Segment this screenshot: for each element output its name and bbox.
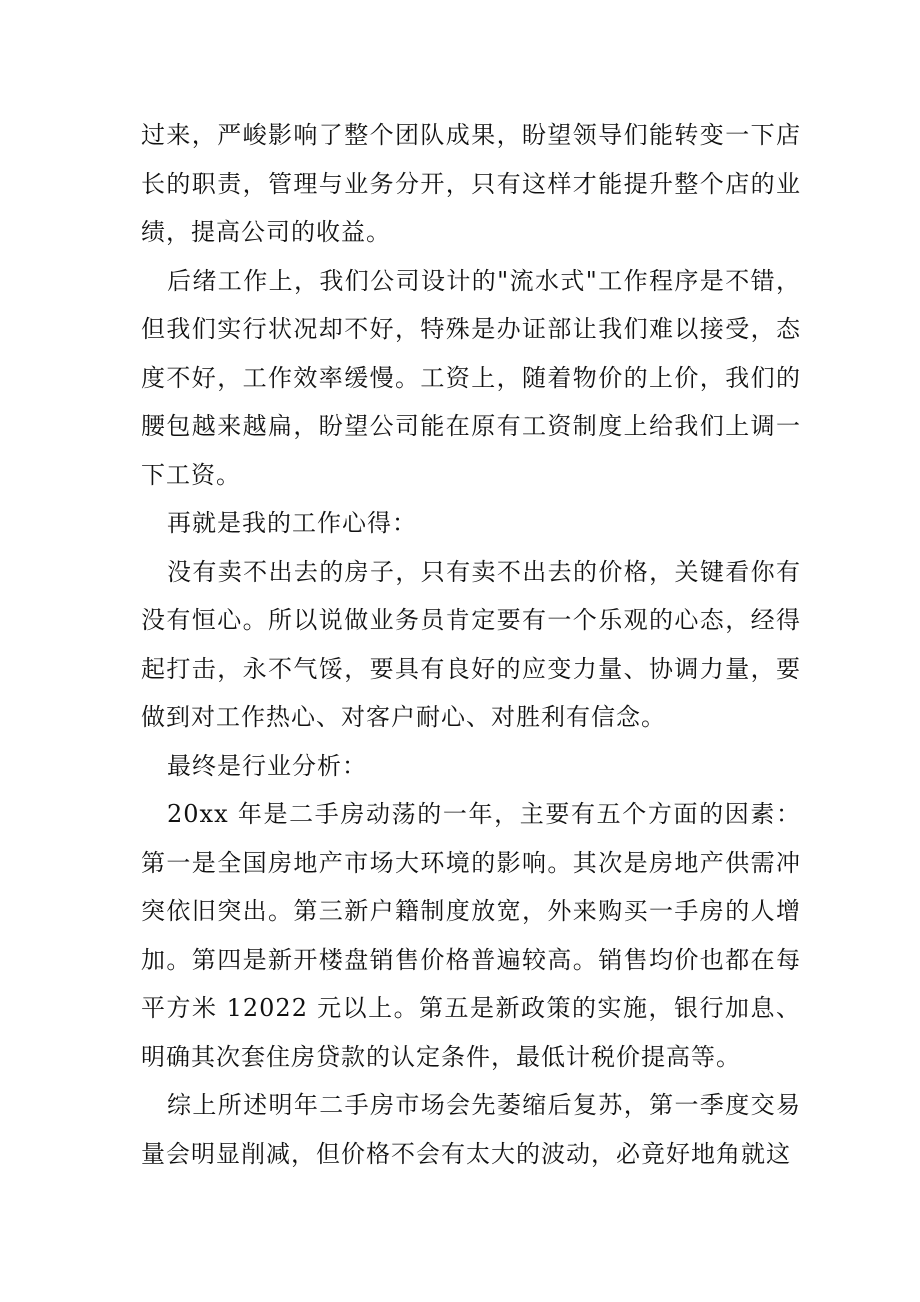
paragraph-heading-industry-analysis: 最终是行业分析： <box>167 751 367 780</box>
paragraph-workflow-salary: 后绪工作上，我们公司设计的"流水式"工作程序是不错，但我们实行状况却不好，特殊是办证部让我们难以接受，态度不好，工作效率缓慢。工资上，随着物价的上价，我们的腰包越来越扁，盼望公司能在原有工资制度上给我们上调一下工资。 <box>141 266 801 489</box>
paragraph-industry-analysis: 20xx 年是二手房动荡的一年，主要有五个方面的因素：第一是全国房地产市场大环境的影响。其次是房地产供需冲突依旧突出。第三新户籍制度放宽，外来购买一手房的人增加。第四是新开楼盘销售价格普遍较高。销售均价也都在每平方米 12022 元以上。第五是新政策的实施，银行加息、明确其次套住房贷款的认定条件，最低计税价提高等。 <box>141 800 801 1071</box>
document-body <box>141 111 801 1178</box>
paragraph-work-insights: 没有卖不出去的房子，只有卖不出去的价格，关键看你有没有恒心。所以说做业务员肯定要有一个乐观的心态，经得起打击，永不气馁，要具有良好的应变力量、协调力量，要做到对工作热心、对客户耐心、对胜利有信念。 <box>141 557 801 731</box>
paragraph-heading-work-insights: 再就是我的工作心得： <box>167 509 417 537</box>
paragraph-market-outlook: 综上所述明年二手房市场会先萎缩后复苏，第一季度交易量会明显削减，但价格不会有太大的波动，必竟好地角就这 <box>141 1091 801 1168</box>
paragraph-continuation: 过来，严峻影响了整个团队成果，盼望领导们能转变一下店长的职责，管理与业务分开，只有这样才能提升整个店的业绩，提高公司的收益。 <box>141 121 801 246</box>
